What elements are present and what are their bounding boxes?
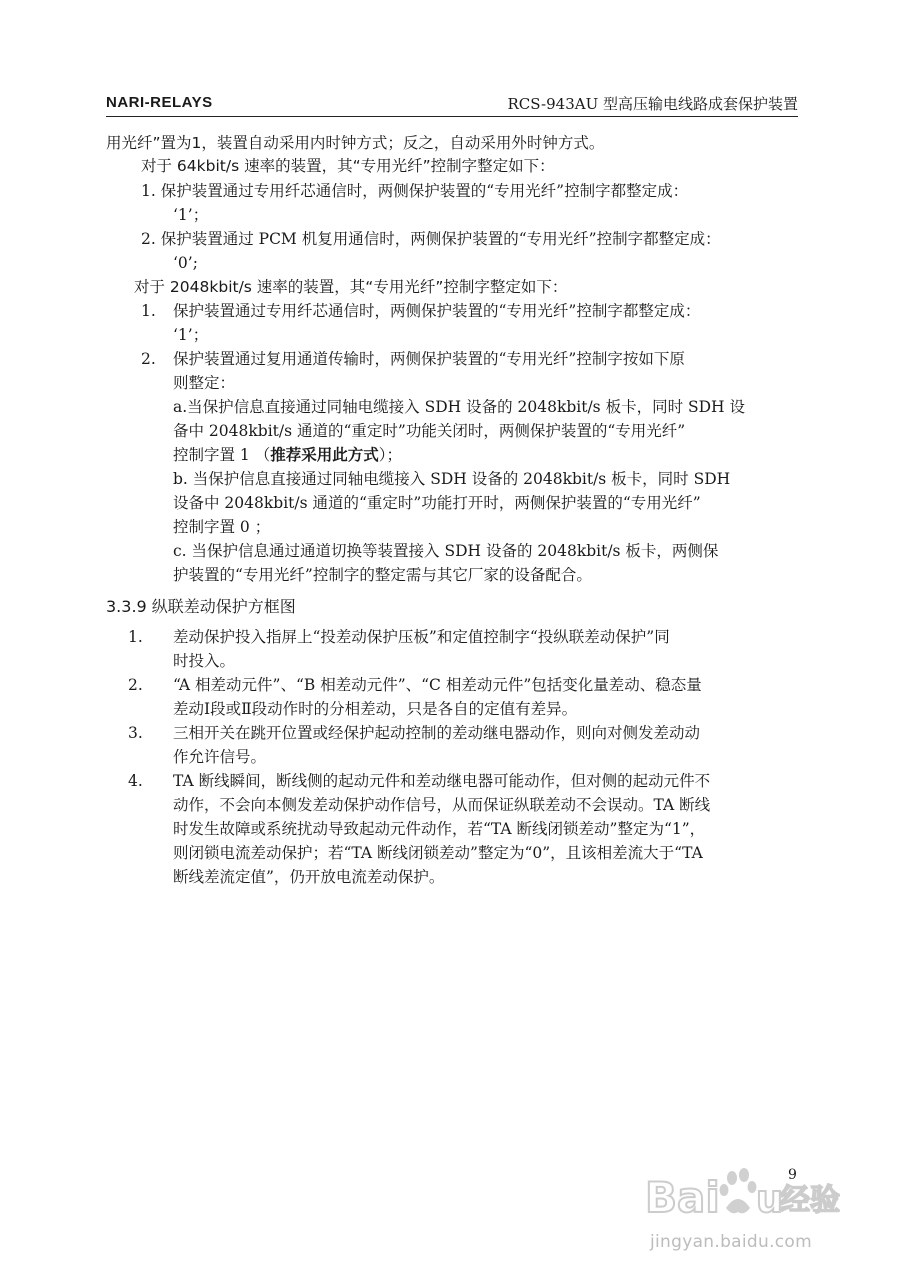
paragraph-clock-mode: 用光纤”置为1，装置自动采用内时钟方式；反之，自动采用外时钟方式。	[106, 134, 605, 152]
header-divider	[106, 116, 798, 117]
section-item-4-line2: 动作，不会向本侧发差动保护动作信号，从而保证纵联差动不会误动。TA 断线	[173, 796, 711, 814]
list-item-2048k-1-line1: 保护装置通过专用纤芯通信时，两侧保护装置的“专用光纤”控制字都整定成：	[173, 302, 701, 320]
section-item-2-line2: 差动Ⅰ段或Ⅱ段动作时的分相差动，只是各自的定值有差异。	[173, 700, 578, 718]
list-item-2048k-2-line1: 保护装置通过复用通道传输时，两侧保护装置的“专用光纤”控制字按如下原	[173, 350, 685, 368]
recommended-note: 推荐采用此方式	[270, 446, 379, 464]
section-item-4-number: 4.	[128, 772, 143, 790]
list-number-2048k-1: 1.	[141, 302, 156, 320]
section-item-3-number: 3.	[128, 724, 143, 742]
page-number: 9	[788, 1167, 797, 1183]
sub-item-a-line2: 备中 2048kbit/s 通道的“重定时”功能关闭时，两侧保护装置的“专用光纤”	[173, 422, 686, 440]
list-number-2048k-2: 2.	[141, 350, 156, 368]
sub-item-a-line3-end: ）；	[378, 446, 402, 464]
paragraph-64k-intro: 对于 64kbit/s 速率的装置，其“专用光纤”控制字整定如下：	[141, 157, 555, 175]
section-item-1-line1: 差动保护投入指屏上“投差动保护压板”和定值控制字“投纵联差动保护”同	[173, 628, 670, 646]
svg-text:Bai: Bai	[645, 1173, 720, 1222]
list-item-2048k-2-line2: 则整定：	[173, 374, 236, 392]
svg-text:经验: 经验	[780, 1183, 840, 1218]
sub-item-a-line3	[173, 445, 402, 465]
sub-item-b-line3: 控制字置 0 ；	[173, 518, 271, 536]
header-product-title: RCS-943AU 型高压输电线路成套保护装置	[507, 95, 798, 113]
list-item-64k-1-line1: 1. 保护装置通过专用纤芯通信时，两侧保护装置的“专用光纤”控制字都整定成：	[141, 182, 689, 200]
section-item-3-line1: 三相开关在跳开位置或经保护起动控制的差动继电器动作，则向对侧发差动动	[173, 724, 701, 742]
section-item-3-line2: 作允许信号。	[173, 748, 267, 766]
sub-item-b-line2: 设备中 2048kbit/s 通道的“重定时”功能打开时，两侧保护装置的“专用光纤”	[173, 494, 701, 512]
sub-item-b-line1: b. 当保护信息直接通过同轴电缆接入 SDH 设备的 2048kbit/s 板卡，同时 SDH	[173, 470, 731, 488]
section-item-4-line1: TA 断线瞬间，断线侧的起动元件和差动继电器可能动作，但对侧的起动元件不	[173, 772, 711, 790]
svg-text:u: u	[756, 1177, 784, 1221]
section-item-1-line2: 时投入。	[173, 652, 236, 670]
list-item-64k-2-line2: ‘0’;	[173, 254, 198, 272]
watermark-url: jingyan.baidu.com	[650, 1232, 812, 1252]
sub-item-c-line1: c. 当保护信息通过通道切换等装置接入 SDH 设备的 2048kbit/s 板卡，两侧保	[173, 542, 719, 560]
list-item-64k-2-line1: 2. 保护装置通过 PCM 机复用通信时，两侧保护装置的“专用光纤”控制字都整定成：	[141, 230, 721, 248]
sub-item-c-line2: 护装置的“专用光纤”控制字的整定需与其它厂家的设备配合。	[173, 566, 592, 584]
list-item-64k-1-line2: ‘1’；	[173, 206, 209, 224]
sub-item-a-line3-start: 控制字置 1 （	[173, 446, 271, 464]
section-item-4-line3: 时发生故障或系统扰动导致起动元件动作，若“TA 断线闭锁差动”整定为“1”，	[173, 820, 706, 838]
section-item-2-line1: “A 相差动元件”、“B 相差动元件”、“C 相差动元件”包括变化量差动、稳态量	[173, 676, 702, 694]
sub-item-a-line1: a.当保护信息直接通过同轴电缆接入 SDH 设备的 2048kbit/s 板卡，同时 SDH 设	[173, 398, 745, 416]
section-item-2-number: 2.	[128, 676, 143, 694]
header-brand: NARI-RELAYS	[106, 94, 213, 111]
section-item-4-line4: 则闭锁电流差动保护；若“TA 断线闭锁差动”整定为“0”，且该相差流大于“TA	[173, 844, 703, 862]
list-item-2048k-1-line2: ‘1’；	[173, 326, 209, 344]
section-title: 3.3.9 纵联差动保护方框图	[106, 597, 296, 616]
section-item-4-line5: 断线差流定值”，仍开放电流差动保护。	[173, 868, 445, 886]
section-item-1-number: 1.	[128, 628, 143, 646]
paragraph-2048k-intro: 对于 2048kbit/s 速率的装置，其“专用光纤”控制字整定如下：	[134, 278, 568, 296]
